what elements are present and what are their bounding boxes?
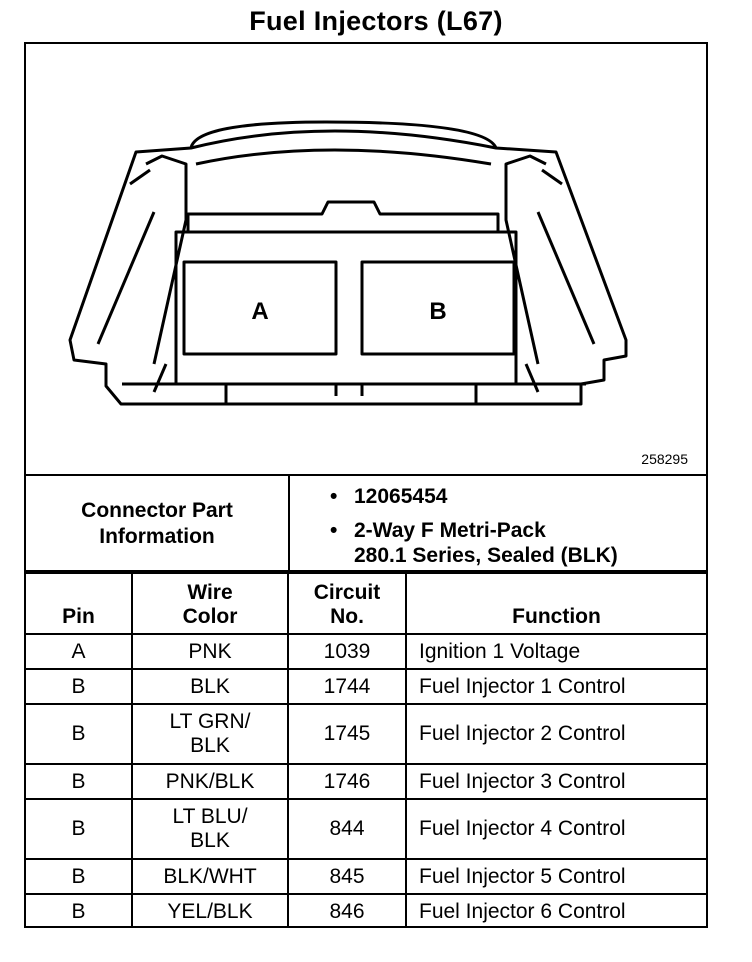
table-row bbox=[26, 859, 706, 894]
pin-cell: B bbox=[26, 704, 132, 764]
bullet-description: • bbox=[330, 519, 338, 542]
wire-color-cell: PNK bbox=[132, 634, 288, 669]
cavity-a-label: A bbox=[251, 298, 269, 325]
bullet-part-number: • bbox=[330, 485, 338, 508]
wire-color-cell bbox=[132, 704, 288, 764]
header-pin: Pin bbox=[26, 572, 132, 634]
wire-color-cell: PNK/BLK bbox=[132, 764, 288, 799]
wire-color-cell: BLK bbox=[132, 669, 288, 704]
part-number: 12065454 bbox=[354, 485, 448, 508]
function-cell: Ignition 1 Voltage bbox=[406, 634, 706, 669]
circuit-cell: 1745 bbox=[288, 704, 406, 764]
header-wire-color-line1: Wire bbox=[187, 581, 233, 604]
pin-cell: B bbox=[26, 894, 132, 928]
circuit-cell: 1039 bbox=[288, 634, 406, 669]
drawing-number: 258295 bbox=[641, 451, 688, 467]
part-info-label bbox=[26, 476, 290, 572]
function-cell: Fuel Injector 2 Control bbox=[406, 704, 706, 764]
function-cell: Fuel Injector 3 Control bbox=[406, 764, 706, 799]
wire-color-cell: YEL/BLK bbox=[132, 894, 288, 928]
circuit-cell: 845 bbox=[288, 859, 406, 894]
pinout-header-row bbox=[26, 572, 706, 634]
pin-cell: B bbox=[26, 799, 132, 859]
part-info-label-line1: Connector Part bbox=[81, 499, 233, 522]
circuit-cell: 1746 bbox=[288, 764, 406, 799]
pin-cell: A bbox=[26, 634, 132, 669]
part-info-details bbox=[290, 476, 706, 572]
table-row bbox=[26, 704, 706, 764]
connector-face-illustration bbox=[26, 44, 706, 474]
function-cell: Fuel Injector 5 Control bbox=[406, 859, 706, 894]
header-circuit-line1: Circuit bbox=[313, 581, 381, 604]
header-function: Function bbox=[406, 572, 706, 634]
header-circuit-line2: No. bbox=[330, 605, 364, 628]
circuit-cell: 844 bbox=[288, 799, 406, 859]
pin-cell: B bbox=[26, 764, 132, 799]
circuit-cell: 1744 bbox=[288, 669, 406, 704]
table-row bbox=[26, 894, 706, 928]
pin-cell: B bbox=[26, 859, 132, 894]
table-row bbox=[26, 634, 706, 669]
table-row bbox=[26, 669, 706, 704]
page-title: Fuel Injectors (L67) bbox=[249, 6, 503, 36]
connector-frame bbox=[24, 42, 708, 928]
wire-color-line2: BLK bbox=[190, 734, 230, 757]
circuit-cell: 846 bbox=[288, 894, 406, 928]
cavity-b-label: B bbox=[429, 298, 447, 325]
header-wire-color bbox=[132, 572, 288, 634]
pin-cell: B bbox=[26, 669, 132, 704]
wire-color-cell bbox=[132, 799, 288, 859]
connector-part-info bbox=[26, 474, 706, 572]
wire-color-cell: BLK/WHT bbox=[132, 859, 288, 894]
connector-description-line1: 2-Way F Metri-Pack bbox=[354, 519, 546, 542]
pinout-table bbox=[26, 570, 706, 928]
function-cell: Fuel Injector 1 Control bbox=[406, 669, 706, 704]
function-cell: Fuel Injector 4 Control bbox=[406, 799, 706, 859]
wire-color-line2: BLK bbox=[190, 829, 230, 852]
header-wire-color-line2: Color bbox=[182, 605, 238, 628]
connector-description-line2: 280.1 Series, Sealed (BLK) bbox=[354, 544, 618, 567]
part-info-label-line2: Information bbox=[99, 525, 215, 548]
connector-drawing bbox=[26, 44, 706, 474]
wire-color-line1: LT GRN/ bbox=[169, 710, 251, 733]
function-cell: Fuel Injector 6 Control bbox=[406, 894, 706, 928]
header-circuit bbox=[288, 572, 406, 634]
table-row bbox=[26, 764, 706, 799]
wire-color-line1: LT BLU/ bbox=[172, 805, 248, 828]
table-row bbox=[26, 799, 706, 859]
